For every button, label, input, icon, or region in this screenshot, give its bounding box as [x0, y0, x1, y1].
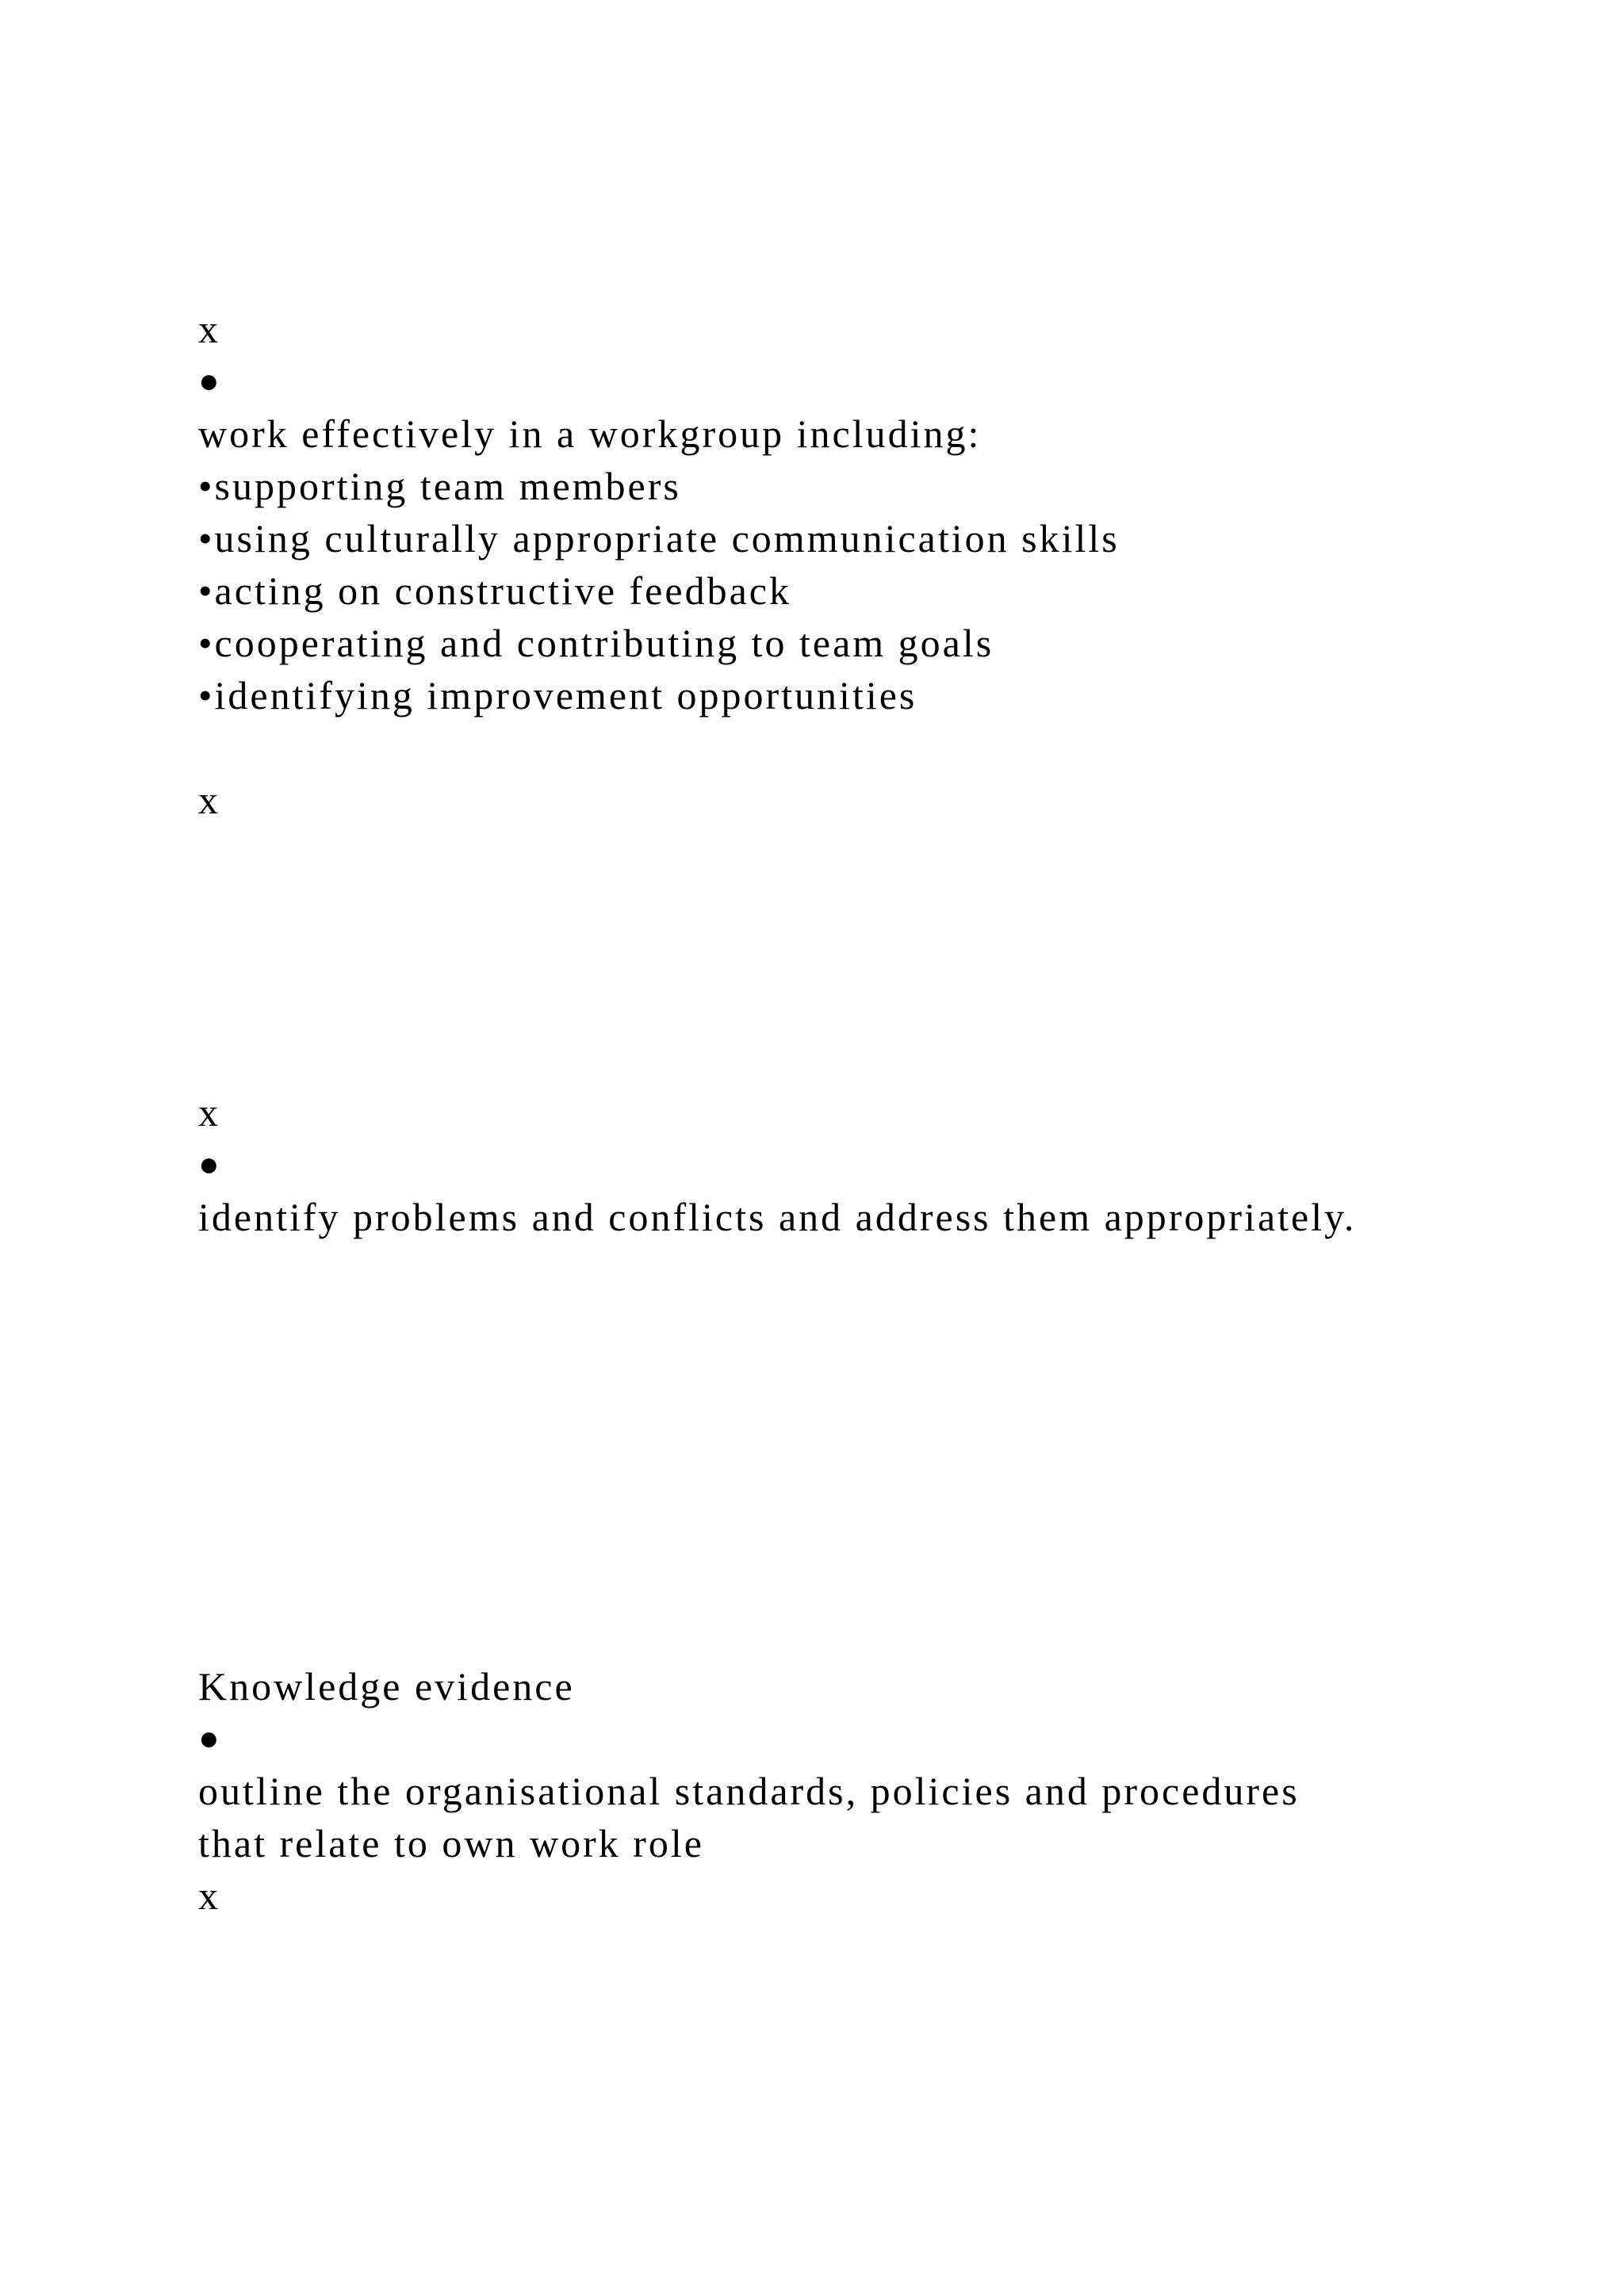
- list-item: •supporting team members: [198, 464, 681, 508]
- checkbox-mark: x: [198, 1090, 220, 1135]
- bullet-icon: ●: [198, 362, 222, 400]
- checkbox-mark: x: [198, 778, 220, 822]
- list-item: •identifying improvement opportunities: [198, 673, 917, 718]
- criterion-text: that relate to own work role: [198, 1821, 704, 1866]
- bullet-icon: ●: [198, 1719, 222, 1758]
- criterion-text: identify problems and conflicts and address them appropriately.: [198, 1195, 1357, 1239]
- list-item: •acting on constructive feedback: [198, 568, 791, 613]
- list-item: •cooperating and contributing to team goals: [198, 621, 994, 665]
- bullet-icon: ●: [198, 1145, 222, 1184]
- checkbox-mark: x: [198, 1873, 220, 1918]
- checkbox-mark: x: [198, 307, 220, 351]
- criterion-heading: work effectively in a workgroup including:: [198, 411, 982, 456]
- section-heading: Knowledge evidence: [198, 1664, 575, 1709]
- list-item: •using culturally appropriate communication skills: [198, 516, 1120, 561]
- criterion-text: outline the organisational standards, policies and procedures: [198, 1769, 1300, 1813]
